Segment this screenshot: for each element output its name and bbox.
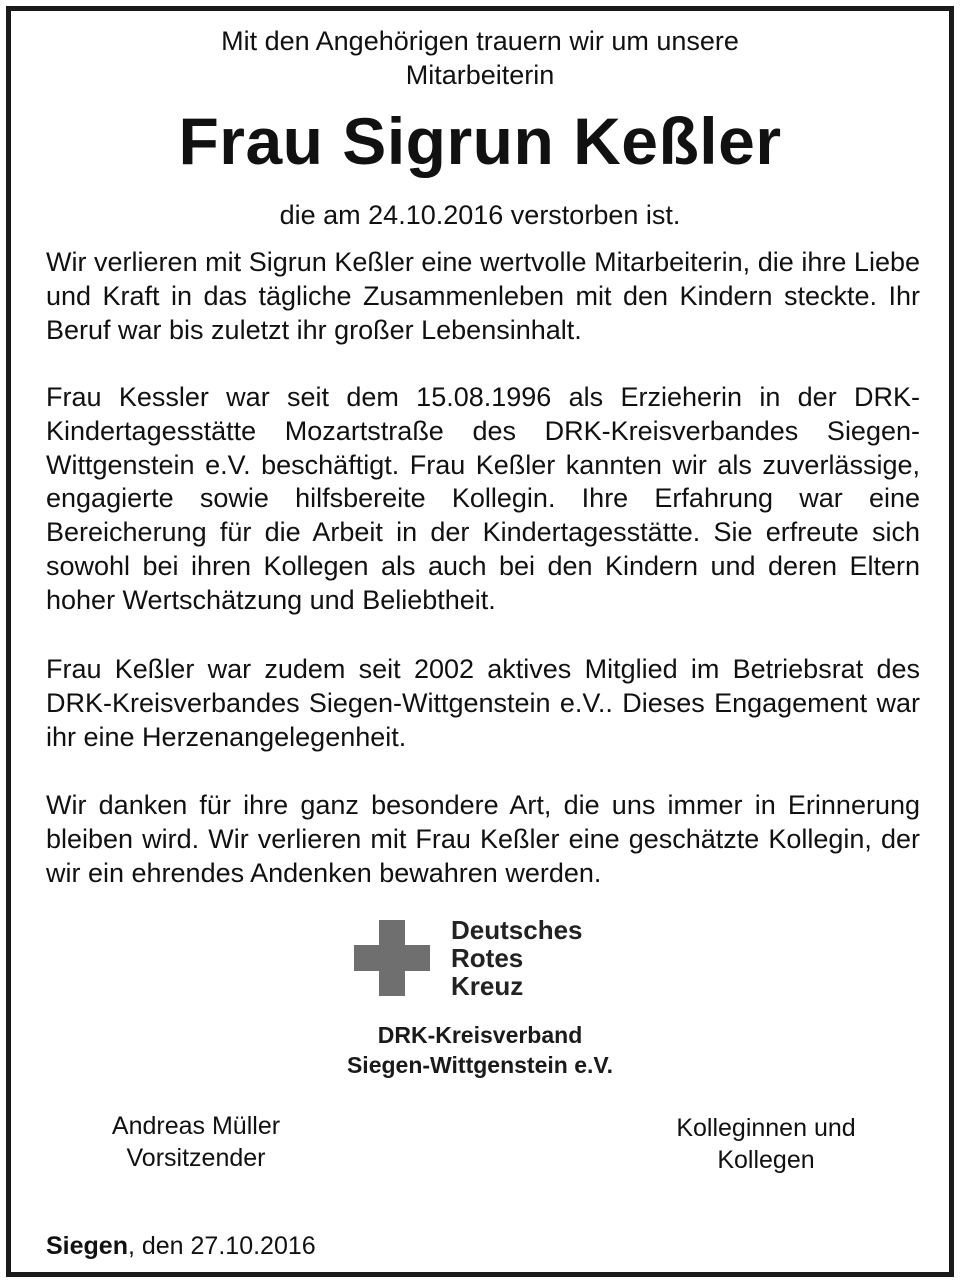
- place-name: Siegen: [46, 1232, 128, 1260]
- signature-right: [641, 1112, 891, 1176]
- colleagues-line-1: Kolleginnen und: [676, 1114, 856, 1142]
- date: , den 27.10.2016: [127, 1232, 316, 1260]
- place-date: [46, 1230, 316, 1262]
- paragraph-1: Wir verlieren mit Sigrun Keßler eine wertvolle Mitarbeiterin, die ihre Liebe und Kraft in das tägliche Zusammenleben mit den Kindern steckte. Ihr Beruf war bis zuletzt ihr großer Lebensinhalt.: [46, 247, 920, 345]
- logo-text: [451, 916, 583, 1000]
- signatory-name: Andreas Müller: [111, 1112, 281, 1140]
- signature-left: [71, 1110, 321, 1174]
- logo-line-1: Deutsches: [451, 915, 583, 945]
- logo-line-2: Rotes: [451, 943, 524, 973]
- deceased-name: Frau Sigrun Keßler: [178, 104, 782, 178]
- logo-line-3: Kreuz: [451, 971, 524, 1001]
- intro-line-1: Mit den Angehörigen trauern wir um unsere: [221, 26, 739, 56]
- organization-line-2: Siegen-Wittgenstein e.V.: [346, 1052, 614, 1078]
- paragraph-3: Frau Keßler war zudem seit 2002 aktives Mitglied im Betriebsrat des DRK-Kreisverbandes Siegen-Wittgenstein e.V.. Dieses Engagement war ihr eine Herzenangelegenheit.: [46, 654, 920, 752]
- signatory-role: Vorsitzender: [126, 1144, 266, 1172]
- colleagues-line-2: Kollegen: [717, 1146, 815, 1174]
- obituary-notice: [6, 6, 954, 1277]
- paragraph-4: Wir danken für ihre ganz besondere Art, die uns immer in Erinnerung bleiben wird. Wir verlieren mit Frau Keßler eine geschätzte Kollegin, der wir ein ehrendes Andenken bewahren werden.: [46, 790, 920, 888]
- paragraph-2: Frau Kessler war seit dem 15.08.1996 als Erzieherin in der DRK-Kindertagesstätte Mozartstraße des DRK-Kreisverbandes Siegen-Wittgenstein e.V. beschäftigt. Frau Keßler kannten wir als zuverlässige, engagierte sowie hilfsbereite Kollegin. Ihre Erfahrung war eine Bereicherung für die Arbeit in der Kindertagesstätte. Sie erfreute sich sowohl bei ihren Kollegen als auch bei den Kindern und deren Eltern hoher Wertschätzung und Beliebtheit.: [46, 382, 920, 615]
- intro-line-2: Mitarbeiterin: [405, 60, 555, 90]
- drk-logo: [354, 915, 654, 1004]
- red-cross-icon: [354, 920, 430, 996]
- organization-line-1: DRK-Kreisverband: [377, 1022, 583, 1048]
- death-date-line: die am 24.10.2016 verstorben ist.: [279, 200, 681, 230]
